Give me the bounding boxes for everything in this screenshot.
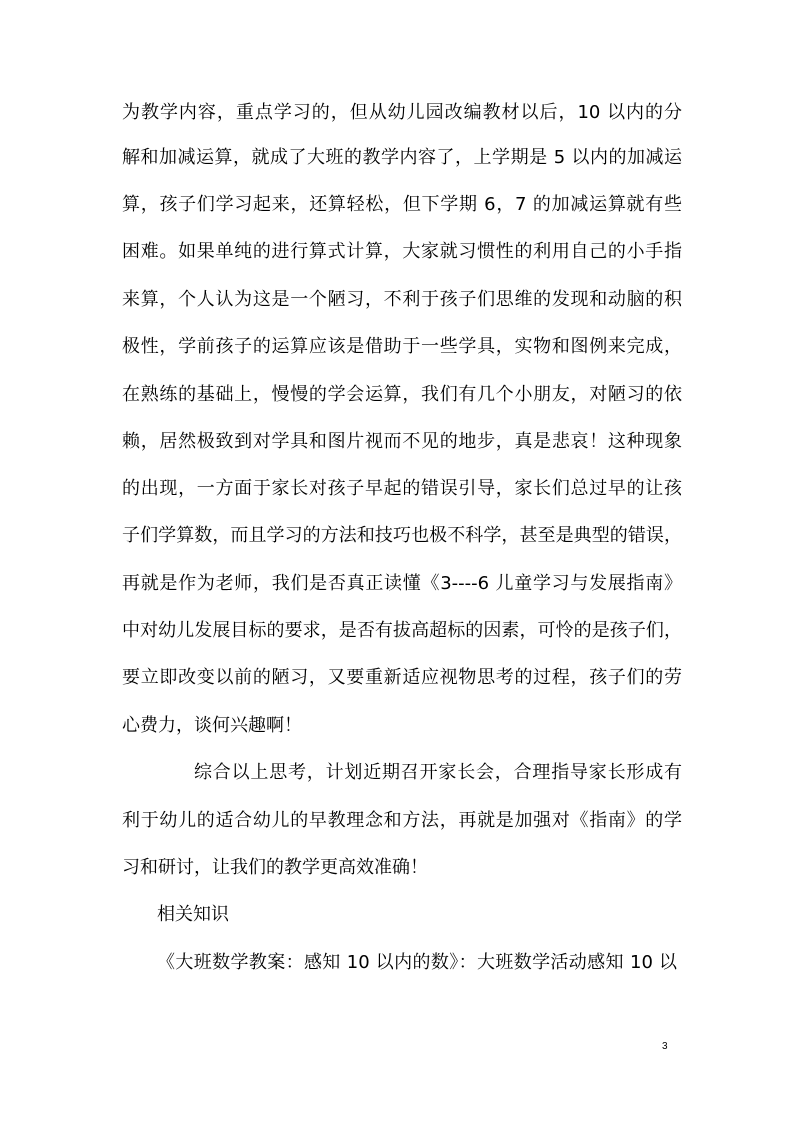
body-text-line: 子们学算数，而且学习的方法和技巧也极不科学，甚至是典型的错误，: [122, 525, 682, 546]
section-heading: 相关知识: [157, 904, 229, 925]
paragraph-end-line: 心费力，谈何兴趣啊！: [122, 715, 302, 736]
body-text-line: 再就是作为老师，我们是否真正读懂《3----6 儿童学习与发展指南》: [122, 573, 682, 594]
body-text-line: 《大班数学教案：感知 10 以内的数》：大班数学活动感知 10 以: [157, 952, 677, 973]
body-text-line: 为教学内容，重点学习的，但从幼儿园改编教材以后，10 以内的分: [122, 102, 682, 123]
body-text-line: 解和加减运算，就成了大班的教学内容了，上学期是 5 以内的加减运: [122, 147, 682, 168]
paragraph-end-line: 习和研讨，让我们的教学更高效准确！: [122, 857, 428, 878]
body-text-line: 极性，学前孩子的运算应该是借助于一些学具，实物和图例来完成，: [122, 336, 682, 357]
paragraph-start-line: 综合以上思考，计划近期召开家长会，合理指导家长形成有: [194, 762, 682, 783]
body-text-line: 来算，个人认为这是一个陋习，不利于孩子们思维的发现和动脑的积: [122, 289, 682, 310]
body-text-line: 的出现，一方面于家长对孩子早起的错误引导，家长们总过早的让孩: [122, 478, 682, 499]
body-text-line: 算，孩子们学习起来，还算轻松，但下学期 6，7 的加减运算就有些: [122, 194, 682, 215]
body-text-line: 要立即改变以前的陋习，又要重新适应视物思考的过程，孩子们的劳: [122, 667, 682, 688]
body-text-line: 利于幼儿的适合幼儿的早教理念和方法，再就是加强对《指南》的学: [122, 810, 682, 831]
page-number: 3: [662, 1041, 668, 1052]
body-text-line: 赖，居然极致到对学具和图片视而不见的地步，真是悲哀！这种现象: [122, 431, 682, 452]
body-text-line: 在熟练的基础上，慢慢的学会运算，我们有几个小朋友，对陋习的依: [122, 384, 682, 405]
body-text-line: 困难。如果单纯的进行算式计算，大家就习惯性的利用自己的小手指: [122, 241, 682, 262]
body-text-line: 中对幼儿发展目标的要求，是否有拔高超标的因素，可怜的是孩子们，: [122, 620, 682, 641]
